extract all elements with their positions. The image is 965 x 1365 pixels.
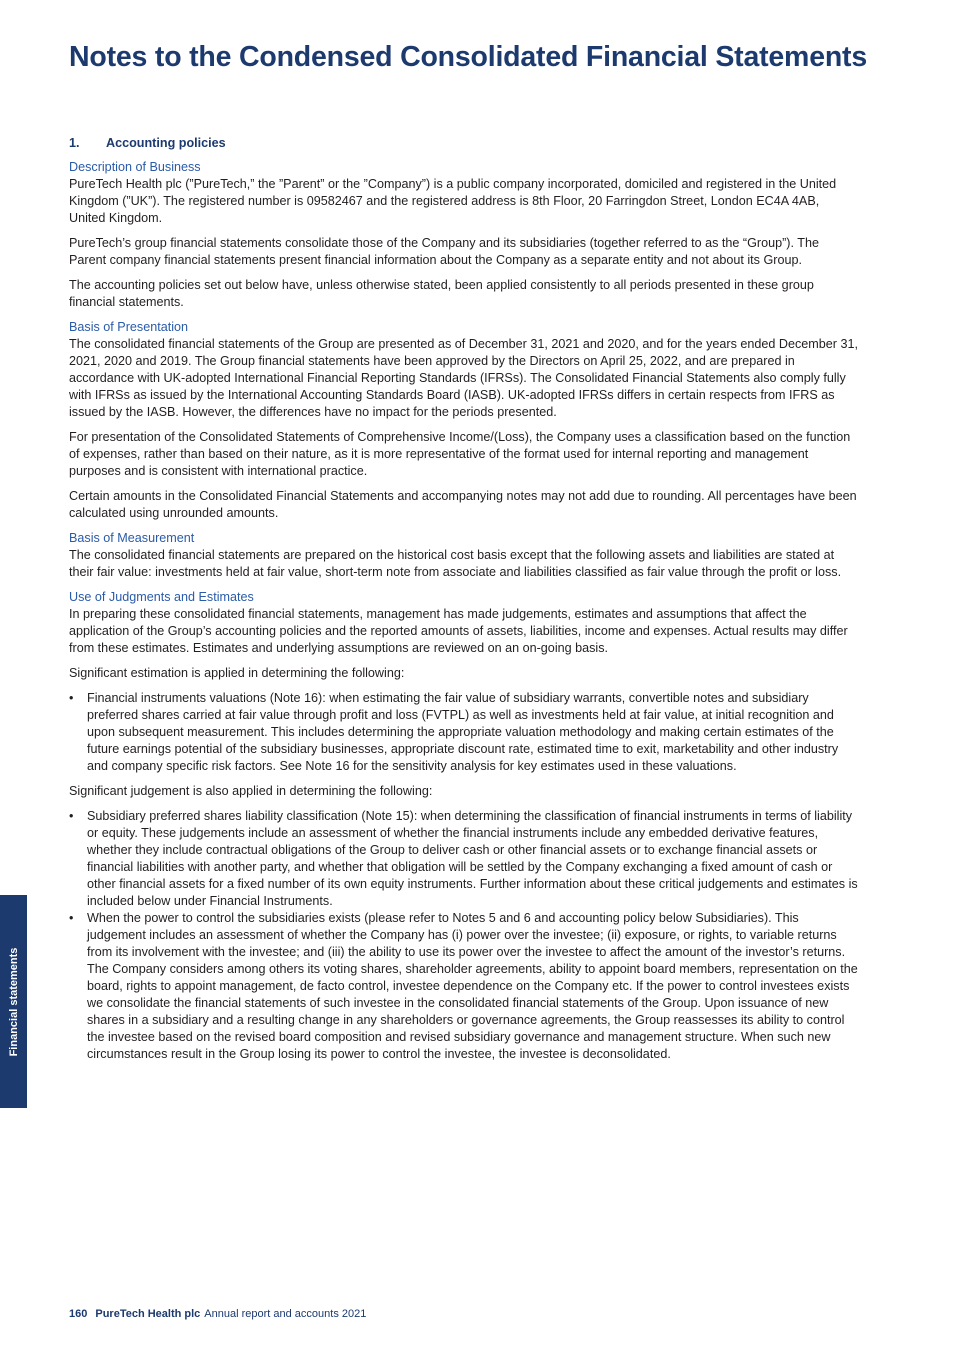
page-title: Notes to the Condensed Consolidated Financial Statements xyxy=(69,41,867,73)
subheading-description-of-business: Description of Business xyxy=(69,160,201,174)
list-item xyxy=(69,690,859,775)
judgement-list xyxy=(69,808,859,1063)
paragraph: PureTech Health plc (”PureTech,” the ”Parent” or the ”Company”) is a public company incorporated, domiciled and registered in the United Kingdom (”UK”). The registered number is 09582467 and the registered address is 8th Floor, 20 Farringdon Street, London EC4A 4AB, United Kingdom. xyxy=(69,177,837,225)
paragraph: Certain amounts in the Consolidated Financial Statements and accompanying notes may not add due to rounding. All percentages have been calculated using unrounded amounts. xyxy=(69,489,857,520)
bullet-icon: • xyxy=(69,691,74,705)
side-tab-label: Financial statements xyxy=(7,947,20,1056)
main-content xyxy=(69,135,859,1071)
paragraph: In preparing these consolidated financial statements, management has made judgements, estimates and assumptions that affect the application of the Group’s accounting policies and the reported amounts of assets, liabilities, income and expenses. Actual results may differ from these estimates. Estimates and underlying assumptions are reviewed on an on-going basis. xyxy=(69,607,848,655)
section-title: Accounting policies xyxy=(106,136,226,150)
paragraph: Significant judgement is also applied in determining the following: xyxy=(69,784,433,798)
paragraph: The consolidated financial statements are prepared on the historical cost basis except that the following assets and liabilities are stated at their fair value: investments held at fair value, short-term note from associate and liabilities classified as fair value through the profit or loss. xyxy=(69,548,842,579)
paragraph: The accounting policies set out below have, unless otherwise stated, been applied consistently to all periods presented in these group financial statements. xyxy=(69,278,814,309)
subheading-judgments-and-estimates: Use of Judgments and Estimates xyxy=(69,590,254,604)
subheading-basis-of-measurement: Basis of Measurement xyxy=(69,531,195,545)
paragraph: The consolidated financial statements of the Group are presented as of December 31, 2021 and 2020, and for the years ended December 31, 2021, 2020 and 2019. The Group financial statements have been approved by the Directors on April 25, 2022, and are prepared in accordance with UK-adopted International Financial Reporting Standards (IFRSs). The Consolidated Financial Statements also comply fully with IFRSs as issued by the International Accounting Standards Board (IASB). UK-adopted IFRSs differs in certain respects from IFRS as issued by the IASB. However, the differences have no impact for the periods presented. xyxy=(69,337,859,419)
bullet-icon: • xyxy=(69,911,74,925)
page-number: 160 xyxy=(69,1308,88,1320)
page-footer xyxy=(69,1308,366,1320)
paragraph: PureTech’s group financial statements consolidate those of the Company and its subsidiaries (together referred to as the “Group”). The Parent company financial statements present financial information about the Company as a separate entity and not about its Group. xyxy=(69,236,819,267)
list-item xyxy=(69,910,859,1063)
estimation-list xyxy=(69,690,859,775)
section-heading xyxy=(69,135,859,152)
list-item xyxy=(69,808,859,910)
section-number: 1. xyxy=(69,136,80,150)
footer-company: PureTech Health plc xyxy=(95,1308,201,1320)
footer-report-title: Annual report and accounts 2021 xyxy=(204,1308,367,1320)
section-side-tab xyxy=(0,895,27,1108)
list-item-text: Subsidiary preferred shares liability classification (Note 15): when determining the classification of financial instruments in terms of liability or equity. These judgements include an assessment of whether the financial instruments include any embedded derivative features, whether they include contractual obligations of the Group to deliver cash or other financial assets or to exchange financial assets or financial liabilities with another party, and whether that obligation will be settled by the Company exchanging a fixed amount of cash or other financial assets for a fixed number of its own equity instruments. Further information about these critical judgements and estimates is included below under Financial Instruments. xyxy=(87,809,858,908)
paragraph: Significant estimation is applied in determining the following: xyxy=(69,666,405,680)
subheading-basis-of-presentation: Basis of Presentation xyxy=(69,320,189,334)
list-item-text: Financial instruments valuations (Note 16): when estimating the fair value of subsidiary warrants, convertible notes and subsidiary preferred shares carried at fair value through profit and loss (FVTPL) as well as investments held at fair value, at initial recognition and upon subsequent measurement. This includes determining the appropriate valuation methodology and making certain estimates of the future earnings potential of the subsidiary businesses, appropriate discount rate, estimated time to exit, marketability and other industry and company specific risk factors. See Note 16 for the sensitivity analysis for key estimates used in these valuations. xyxy=(87,691,839,773)
paragraph: For presentation of the Consolidated Statements of Comprehensive Income/(Loss), the Company uses a classification based on the function of expenses, rather than based on their nature, as it is more representative of the format used for internal reporting and management purposes and is consistent with international practice. xyxy=(69,430,851,478)
list-item-text: When the power to control the subsidiaries exists (please refer to Notes 5 and 6 and accounting policy below Subsidiaries). This judgement includes an assessment of whether the Company has (i) power over the investee; (ii) exposure, or rights, to variable returns from its involvement with the investee; and (iii) the ability to use its power over the investee to affect the amount of the investor’s returns. The Company considers among others its voting shares, shareholder agreements, ability to appoint board members, representation on the board, rights to appoint management, de facto control, investee dependence on the Company etc. If the power to control investees exists we consolidate the financial statements of such investee in the consolidated financial statements of the Group. Upon issuance of new shares in a subsidiary and a resulting change in any shareholders or governance agreements, the Group reassesses its ability to control the investee based on the revised board composition and revised subsidiary governance and management structure. When such new circumstances result in the Group losing its power to control the investee, the investee is deconsolidated. xyxy=(87,911,858,1061)
bullet-icon: • xyxy=(69,809,74,823)
